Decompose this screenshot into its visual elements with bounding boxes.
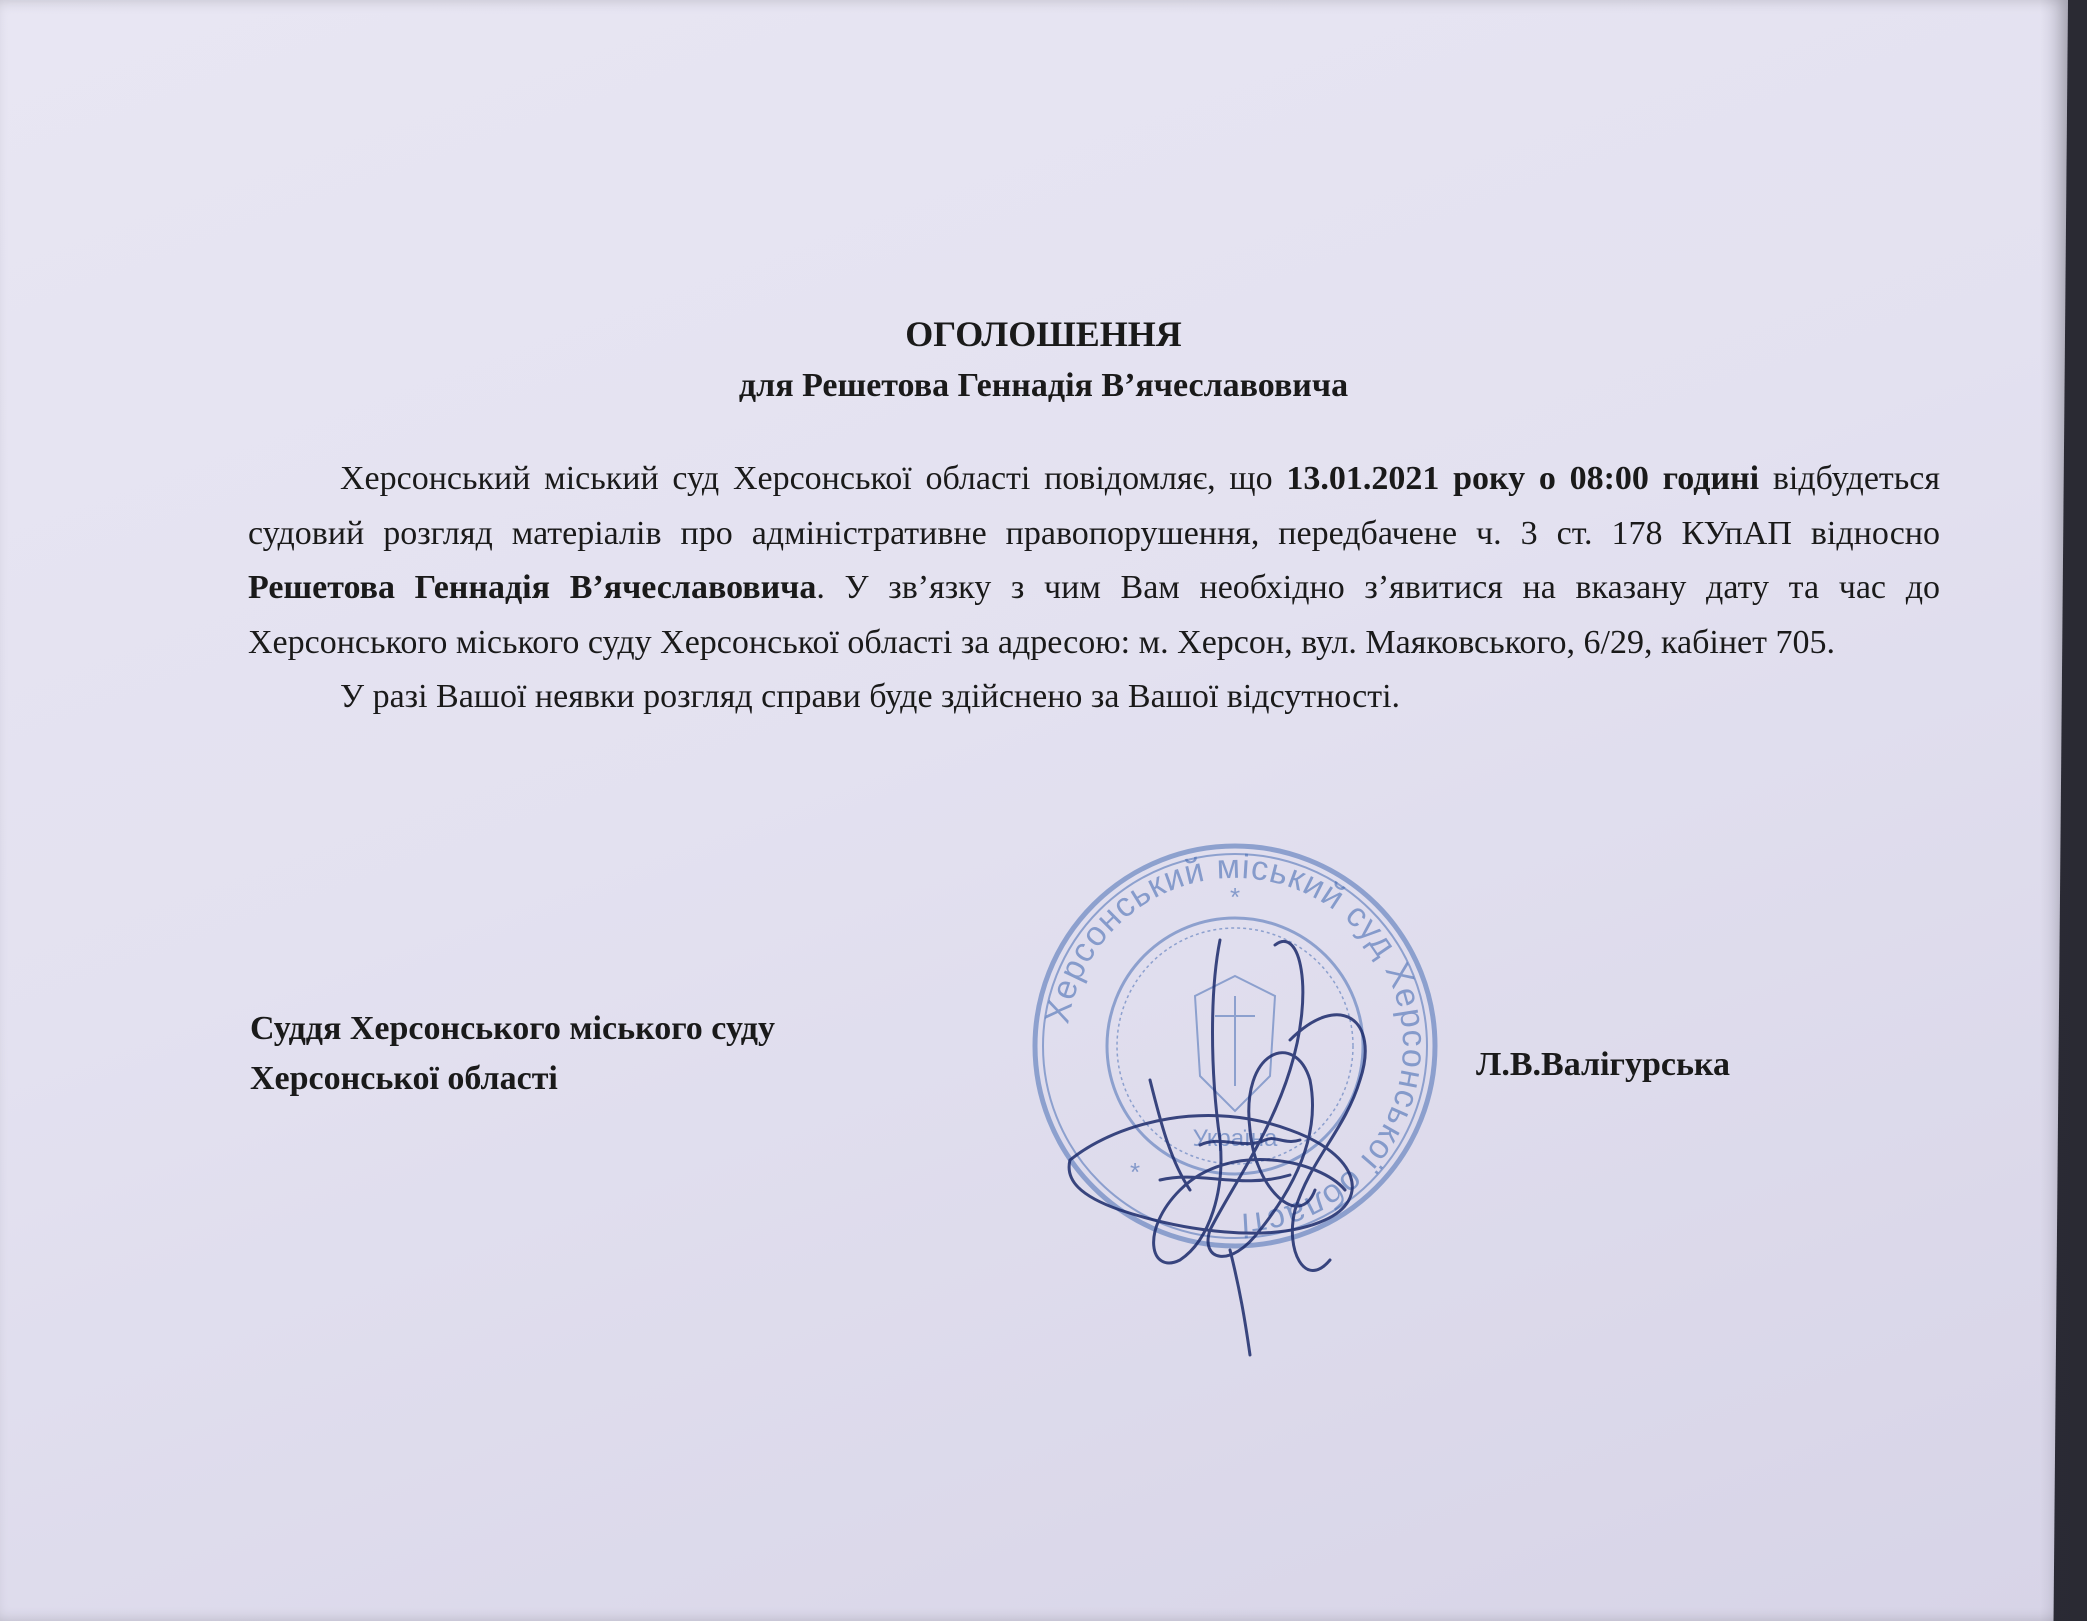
seal-center-text: Україна — [1192, 1125, 1278, 1152]
hearing-datetime: 13.01.2021 року о 08:00 годині — [1286, 460, 1760, 497]
signer-position — [250, 1004, 775, 1104]
notice-text-segment: . У зв’язку з чим Вам необхідно з’явитися на вказану дату та час до Херсонського міського суду Херсонської області за адресою: м. Херсон, вул. Маяковського, 6/29, кабінет 705. — [248, 569, 1940, 661]
handwritten-signature — [1060, 930, 1400, 1360]
signer-position-line-1: Суддя Херсонського міського суду — [250, 1010, 776, 1047]
notice-addressee: для Решетова Геннадія В’ячеславовича — [738, 367, 1349, 404]
signer-position-line-2: Херсонської області — [250, 1060, 558, 1097]
notice-body — [248, 452, 1940, 725]
seal-star-bottom: * — [1129, 1157, 1141, 1187]
notice-title: ОГОЛОШЕННЯ — [905, 314, 1182, 354]
defendant-name: Решетова Геннадія В’ячеславовича — [248, 569, 817, 606]
notice-paragraph-2: У разі Вашої неявки розгляд справи буде здійснено за Вашої відсутності. — [340, 678, 1401, 715]
seal-ring-text: Херсонський міський суд Херсонської області — [1038, 847, 1434, 1244]
notice-paragraph-1 — [248, 452, 1940, 670]
seal-star-top: * — [1229, 882, 1241, 912]
notice-text-segment: Херсонський міський суд Херсонської області повідомляє, що — [340, 460, 1287, 497]
notice-text-segment: відбудеться судовий розгляд матеріалів про адміністративне правопорушення, передбачене ч. 3 ст. 178 КУпАП відносно — [248, 460, 1940, 552]
paper-edge-shadow — [2040, 0, 2070, 1621]
signer-name: Л.В.Валігурська — [1476, 1046, 1731, 1083]
